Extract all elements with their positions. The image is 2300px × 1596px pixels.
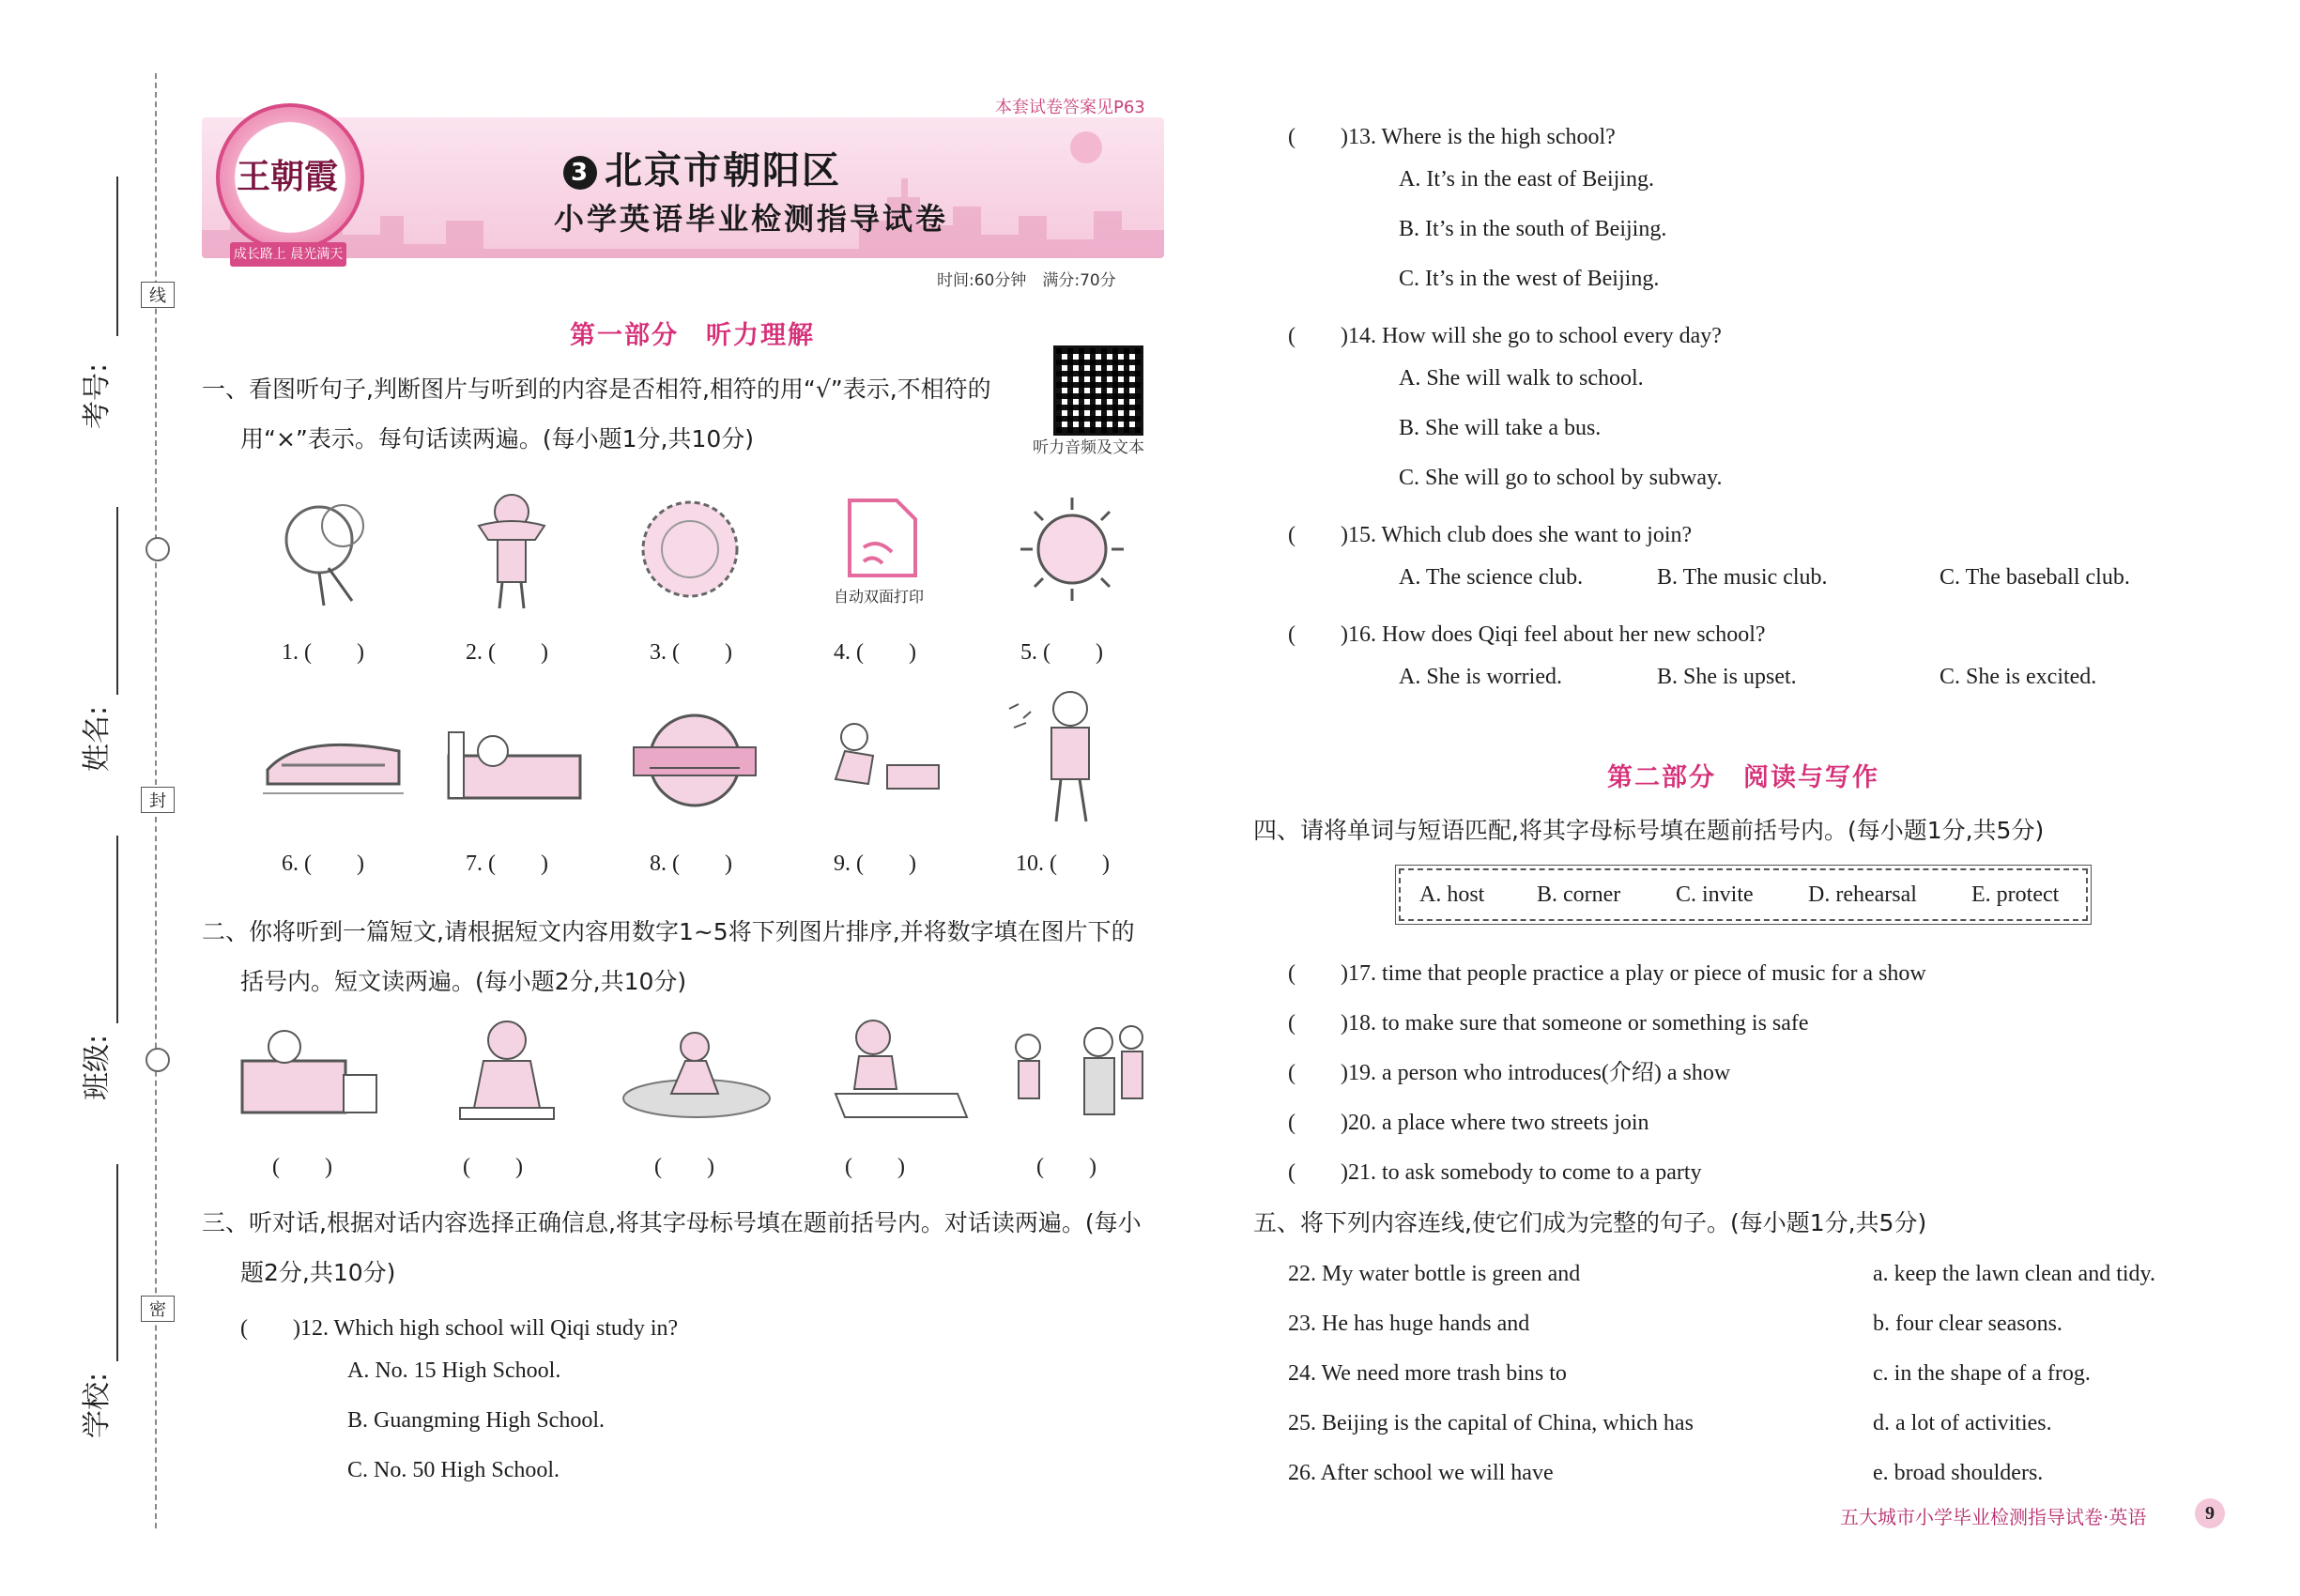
word-bank-invite: C. invite — [1676, 882, 1754, 907]
sec2-order-bracket-1[interactable]: ( ) — [272, 1155, 332, 1179]
basketball-picture-icon — [629, 712, 760, 810]
section3-instructions-line2: 题2分,共10分) — [240, 1259, 396, 1286]
girl-waking-up-picture-icon — [233, 1014, 383, 1122]
match-left-23[interactable]: 23. He has huge hands and — [1288, 1312, 1530, 1336]
match-left-25[interactable]: 25. Beijing is the capital of China, which has — [1288, 1411, 1694, 1435]
qr-caption: 听力音频及文本 — [1033, 438, 1144, 457]
word-bank-protect: E. protect — [1971, 882, 2060, 907]
page-number: 9 — [2195, 1498, 2225, 1528]
q19-item[interactable]: ( )19. a person who introduces(介绍) a show — [1288, 1061, 1731, 1085]
q12-option-a[interactable]: A. No. 15 High School. — [347, 1358, 561, 1383]
sec2-order-bracket-2[interactable]: ( ) — [463, 1155, 523, 1179]
match-right-e[interactable]: e. broad shoulders. — [1873, 1461, 2044, 1485]
strong-girl-picture-icon — [460, 488, 563, 610]
bind-mark-seal: 封 — [141, 787, 175, 813]
q20-item[interactable]: ( )20. a place where two streets join — [1288, 1111, 1649, 1135]
sleeping-in-bed-picture-icon — [441, 718, 587, 807]
bind-mark-secret: 密 — [141, 1296, 175, 1322]
section3-instructions-line1: 三、听对话,根据对话内容选择正确信息,将其字母标号填在题前括号内。对话读两遍。(每小 — [202, 1209, 1142, 1236]
word-bank-rehearsal: D. rehearsal — [1808, 882, 1917, 907]
exam-title: 小学英语毕业检测指导试卷 — [554, 201, 949, 237]
section2-instructions-line2: 括号内。短文读两遍。(每小题2分,共10分) — [240, 968, 687, 995]
exam-number-badge: 3 — [563, 156, 597, 190]
sec2-order-bracket-5[interactable]: ( ) — [1036, 1155, 1096, 1179]
q16-option-c[interactable]: C. She is excited. — [1940, 665, 2097, 689]
field-class-label: 班级: — [81, 1034, 114, 1100]
match-right-c[interactable]: c. in the shape of a frog. — [1873, 1361, 2091, 1386]
match-left-26[interactable]: 26. After school we will have — [1288, 1461, 1554, 1485]
field-exam-number-line[interactable] — [116, 176, 118, 336]
auto-duplex-print-label: 自动双面打印 — [834, 588, 925, 606]
field-name-line[interactable] — [116, 507, 118, 695]
footer-series-title: 五大城市小学毕业检测指导试卷·英语 — [1840, 1506, 2147, 1528]
q14-option-c[interactable]: C. She will go to school by subway. — [1399, 466, 1723, 490]
q8-answer-bracket[interactable]: 8. ( ) — [650, 852, 732, 876]
binding-hole — [146, 1048, 170, 1072]
q4-answer-bracket[interactable]: 4. ( ) — [834, 640, 916, 665]
field-name-label: 姓名: — [81, 705, 114, 772]
exam-title-city-text: 北京市朝阳区 — [605, 149, 841, 192]
section1-instructions-line2: 用“×”表示。每句话读两遍。(每小题1分,共10分) — [240, 425, 755, 453]
q6-answer-bracket[interactable]: 6. ( ) — [282, 852, 364, 876]
answer-reference: 本套试卷答案见P63 — [995, 98, 1145, 117]
match-left-24[interactable]: 24. We need more trash bins to — [1288, 1361, 1567, 1386]
q12-stem: ( )12. Which high school will Qiqi study in? — [240, 1316, 679, 1341]
q12-option-b[interactable]: B. Guangming High School. — [347, 1408, 605, 1433]
sec2-order-bracket-4[interactable]: ( ) — [845, 1155, 905, 1179]
q5-answer-bracket[interactable]: 5. ( ) — [1020, 640, 1103, 665]
q13-option-a[interactable]: A. It’s in the east of Beijing. — [1399, 167, 1654, 192]
section5-instructions: 五、将下列内容连线,使它们成为完整的句子。(每小题1分,共5分) — [1253, 1209, 1927, 1236]
gardening-boy-picture-icon — [812, 709, 958, 803]
word-bank-host: A. host — [1419, 882, 1485, 907]
sec2-order-bracket-3[interactable]: ( ) — [654, 1155, 714, 1179]
document-file-icon — [840, 496, 925, 580]
q15-option-b[interactable]: B. The music club. — [1657, 565, 1828, 590]
q15-option-c[interactable]: C. The baseball club. — [1940, 565, 2130, 590]
exam-title-city — [563, 141, 841, 194]
q1-answer-bracket[interactable]: 1. ( ) — [282, 640, 364, 665]
word-bank-corner: B. corner — [1537, 882, 1621, 907]
q16-stem: ( )16. How does Qiqi feel about her new school? — [1288, 622, 1766, 647]
q12-option-c[interactable]: C. No. 50 High School. — [347, 1458, 560, 1482]
q16-option-a[interactable]: A. She is worried. — [1399, 665, 1562, 689]
qr-code-icon[interactable] — [1053, 345, 1143, 436]
q9-answer-bracket[interactable]: 9. ( ) — [834, 852, 916, 876]
q21-item[interactable]: ( )21. to ask somebody to come to a party — [1288, 1160, 1702, 1185]
q7-answer-bracket[interactable]: 7. ( ) — [466, 852, 548, 876]
field-school-label: 学校: — [81, 1372, 114, 1438]
q17-item[interactable]: ( )17. time that people practice a play or piece of music for a show — [1288, 961, 1926, 986]
section4-instructions: 四、请将单词与短语匹配,将其字母标号填在题前括号内。(每小题1分,共5分) — [1253, 817, 2045, 844]
birthday-badge-picture-icon — [634, 488, 746, 610]
brand-logo-ribbon: 成长路上 晨光满天 — [230, 242, 346, 267]
match-right-d[interactable]: d. a lot of activities. — [1873, 1411, 2052, 1435]
q14-option-a[interactable]: A. She will walk to school. — [1399, 366, 1644, 391]
match-right-b[interactable]: b. four clear seasons. — [1873, 1312, 2062, 1336]
field-exam-number-label: 考号: — [81, 362, 114, 429]
girl-drawing-picture-icon — [817, 1014, 972, 1127]
q13-option-b[interactable]: B. It’s in the south of Beijing. — [1399, 217, 1667, 241]
q14-stem: ( )14. How will she go to school every day? — [1288, 324, 1722, 348]
section1-instructions-line1: 一、看图听句子,判断图片与听到的内容是否相符,相符的用“√”表示,不相符的 — [202, 376, 991, 403]
singing-man-picture-icon — [1000, 685, 1122, 826]
flowers-picture-icon — [268, 493, 390, 610]
section2-instructions-line1: 二、你将听到一篇短文,请根据短文内容用数字1~5将下列图片排序,并将数字填在图片下的 — [202, 918, 1135, 945]
q10-answer-bracket[interactable]: 10. ( ) — [1016, 852, 1110, 876]
q14-option-b[interactable]: B. She will take a bus. — [1399, 416, 1602, 440]
time-and-score-info: 时间:60分钟 满分:70分 — [937, 271, 1116, 290]
q18-item[interactable]: ( )18. to make sure that someone or something is safe — [1288, 1011, 1809, 1036]
q3-answer-bracket[interactable]: 3. ( ) — [650, 640, 732, 665]
family-greeting-picture-icon — [995, 1014, 1150, 1127]
q15-option-a[interactable]: A. The science club. — [1399, 565, 1584, 590]
q16-option-b[interactable]: B. She is upset. — [1657, 665, 1797, 689]
bind-mark-line: 线 — [141, 282, 175, 308]
sun-picture-icon — [1016, 493, 1128, 606]
field-class-line[interactable] — [116, 836, 118, 1023]
kids-playing-outdoors-picture-icon — [620, 1019, 774, 1122]
part2-title: 第二部分 阅读与写作 — [1607, 763, 1879, 792]
field-school-line[interactable] — [116, 1164, 118, 1361]
q2-answer-bracket[interactable]: 2. ( ) — [466, 640, 548, 665]
part1-title: 第一部分 听力理解 — [570, 321, 815, 350]
binding-hole — [146, 537, 170, 561]
q13-option-c[interactable]: C. It’s in the west of Beijing. — [1399, 267, 1660, 291]
brand-logo-text: 王朝霞 — [237, 158, 339, 196]
match-right-a[interactable]: a. keep the lawn clean and tidy. — [1873, 1262, 2155, 1286]
girl-reading-picture-icon — [446, 1014, 568, 1127]
bullet-train-picture-icon — [263, 714, 404, 803]
sun-decoration-icon — [1070, 131, 1102, 163]
q13-stem: ( )13. Where is the high school? — [1288, 125, 1616, 149]
match-left-22[interactable]: 22. My water bottle is green and — [1288, 1262, 1581, 1286]
q15-stem: ( )15. Which club does she want to join? — [1288, 523, 1693, 547]
